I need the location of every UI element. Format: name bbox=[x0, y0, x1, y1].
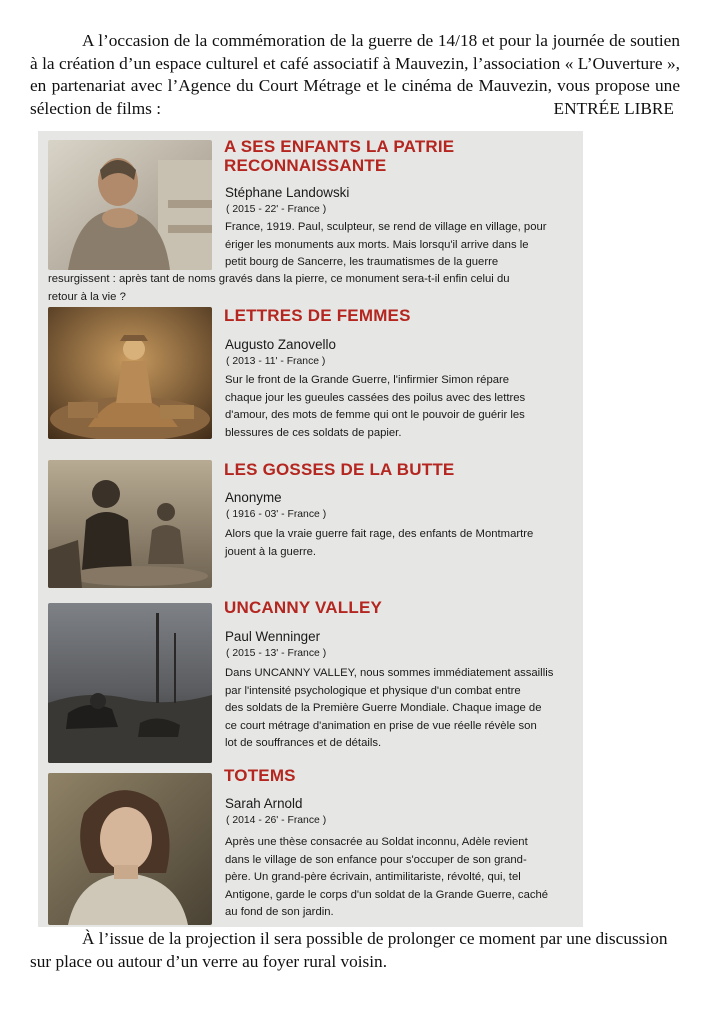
woman-portrait-photo bbox=[48, 773, 212, 925]
synopsis-line: par l'intensité psychologique et physique d'un combat entre bbox=[225, 684, 521, 697]
film-director: Augusto Zanovello bbox=[225, 337, 336, 352]
film-title: UNCANNY VALLEY bbox=[224, 598, 383, 617]
synopsis-line: des soldats de la Première Guerre Mondiale. Chaque image de bbox=[225, 702, 542, 714]
film-synopsis bbox=[225, 834, 575, 922]
children-photo bbox=[48, 460, 212, 588]
film-synopsis-continued bbox=[48, 271, 578, 306]
intro-paragraph bbox=[30, 30, 680, 120]
synopsis-line: d'amour, des mots de femme qui ont le pouvoir de guérir les bbox=[225, 409, 525, 421]
film-meta: ( 2015 - 22' - France ) bbox=[226, 204, 327, 215]
paper-soldier-photo bbox=[48, 307, 212, 439]
film-selection-panel bbox=[38, 131, 583, 927]
film-meta: ( 2013 - 11' - France ) bbox=[226, 356, 326, 367]
synopsis-line: ériger les monuments aux morts. Mais lorsqu'il arrive dans le bbox=[225, 238, 529, 251]
film-title-line1: A SES ENFANTS LA PATRIE bbox=[224, 137, 455, 156]
film-director: Anonyme bbox=[225, 490, 282, 505]
synopsis-line: France, 1919. Paul, sculpteur, se rend de village en village, pour bbox=[225, 221, 547, 233]
intro-text: A l’occasion de la commémoration de la guerre de 14/18 et pour la journée de soutien à la création d’un espace culturel et café associatif à Mauvezin, l’association « L’Ouverture », en partenariat avec l’Agence du Court Métrage et le cinéma de Mauvezin, vous propose une sélection de films : bbox=[30, 31, 680, 118]
sculptor-photo bbox=[48, 140, 212, 270]
film-title-line2: RECONNAISSANTE bbox=[224, 156, 387, 175]
synopsis-line: lot de souffrances et de détails. bbox=[225, 737, 382, 749]
synopsis-line: dans le village de son enfance pour s'occuper de son grand- bbox=[225, 853, 527, 866]
synopsis-line: blessures de ces soldats de papier. bbox=[225, 426, 402, 439]
synopsis-line: chaque jour les gueules cassées des poilus avec des lettres bbox=[225, 391, 526, 404]
film-director: Stéphane Landowski bbox=[225, 185, 350, 200]
synopsis-line: retour à la vie ? bbox=[48, 290, 126, 303]
film-meta: ( 1916 - 03' - France ) bbox=[226, 509, 327, 520]
synopsis-line: Sur le front de la Grande Guerre, l'infirmier Simon répare bbox=[225, 374, 510, 386]
film-synopsis bbox=[225, 372, 575, 442]
synopsis-line: petit bourg de Sancerre, les traumatismes de la guerre bbox=[225, 256, 499, 268]
film-title bbox=[224, 137, 454, 175]
film-director: Paul Wenninger bbox=[225, 629, 321, 644]
film-director: Sarah Arnold bbox=[225, 796, 303, 811]
synopsis-line: père. Un grand-père écrivain, antimilitariste, révolté, qui, tel bbox=[225, 871, 521, 883]
synopsis-line: jouent à la guerre. bbox=[225, 545, 317, 558]
entree-libre: ENTRÉE LIBRE bbox=[553, 98, 674, 118]
synopsis-line: Dans UNCANNY VALLEY, nous sommes immédiatement assaillis bbox=[225, 667, 554, 679]
outro-paragraph bbox=[30, 928, 680, 973]
film-synopsis bbox=[225, 219, 575, 272]
synopsis-line: ce court métrage d'animation en prise de vue réelle révèle son bbox=[225, 719, 537, 732]
synopsis-line: au fond de son jardin. bbox=[225, 906, 334, 918]
film-synopsis bbox=[225, 665, 575, 753]
synopsis-line: resurgissent : après tant de noms gravés dans la pierre, ce monument sera-t-il enfin celui du bbox=[48, 273, 510, 285]
film-title: LES GOSSES DE LA BUTTE bbox=[224, 460, 455, 479]
outro-text: À l’issue de la projection il sera possible de prolonger ce moment par une discussion sur place ou autour d’un verre au foyer rural voisin. bbox=[30, 929, 668, 971]
film-synopsis bbox=[225, 526, 575, 561]
battlefield-photo bbox=[48, 603, 212, 763]
film-title: LETTRES DE FEMMES bbox=[224, 306, 411, 325]
synopsis-line: Antigone, garde le corps d'un soldat de la Grande Guerre, caché bbox=[225, 888, 549, 901]
film-title: TOTEMS bbox=[224, 766, 296, 785]
film-meta: ( 2014 - 26' - France ) bbox=[226, 815, 327, 826]
synopsis-line: Alors que la vraie guerre fait rage, des enfants de Montmartre bbox=[225, 528, 534, 540]
film-meta: ( 2015 - 13' - France ) bbox=[226, 648, 327, 659]
synopsis-line: Après une thèse consacrée au Soldat inconnu, Adèle revient bbox=[225, 836, 528, 848]
